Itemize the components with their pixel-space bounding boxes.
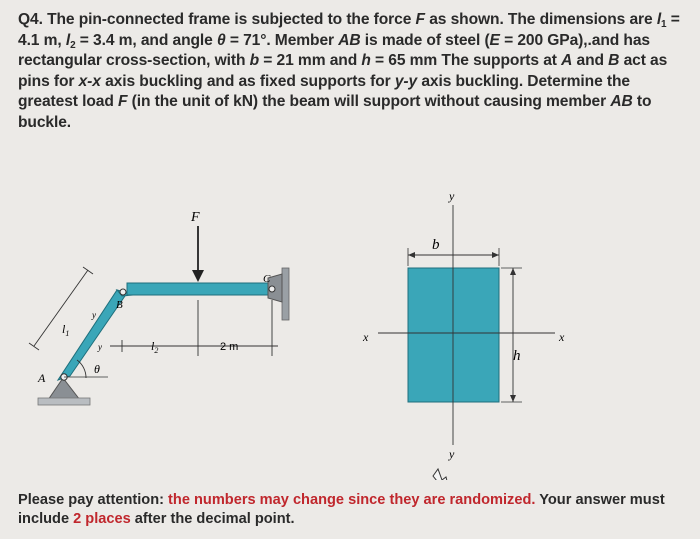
support-c-wall xyxy=(282,268,289,320)
x-axis-symbol: x-x xyxy=(78,72,101,90)
mouse-cursor-icon xyxy=(433,469,449,480)
label-section-y-bottom: y xyxy=(449,447,455,461)
l2-symbol: l xyxy=(65,31,71,49)
note-decimal-places: 2 places xyxy=(73,511,131,527)
force-arrowhead xyxy=(192,270,204,282)
cross-section-diagram xyxy=(362,189,565,461)
note-part: Your answer must include xyxy=(18,492,665,527)
dimension-b-arrow-right xyxy=(492,252,499,258)
label-local-y-low: y xyxy=(98,342,102,352)
dimension-tick-l1-bottom xyxy=(29,343,39,350)
note-part: after the decimal point. xyxy=(130,511,295,527)
support-b-symbol: B xyxy=(608,52,620,69)
force-symbol: F xyxy=(118,93,128,110)
question-part: = 3.4 m, and angle xyxy=(75,31,217,49)
theta-symbol: θ xyxy=(216,31,226,49)
label-local-y-top: y xyxy=(92,310,96,320)
support-a-base xyxy=(38,398,90,405)
member-bc-body xyxy=(127,283,269,295)
b-symbol: b xyxy=(249,52,260,69)
question-part: Q4. The pin-connected frame is subjected to the force xyxy=(18,11,416,28)
question-part: and xyxy=(572,52,609,69)
question-part: (in the unit of kN) the beam will support without causing member xyxy=(127,93,611,110)
label-section-x-right: x xyxy=(559,330,565,344)
l1-symbol: l xyxy=(656,11,662,28)
y-axis-symbol: y-y xyxy=(394,72,418,90)
label-theta: θ xyxy=(94,362,100,376)
figure-canvas xyxy=(0,170,700,480)
support-a-triangle xyxy=(48,378,80,400)
question-part: is made of steel ( xyxy=(360,31,490,49)
member-ab-symbol: AB xyxy=(610,93,633,110)
label-section-y-top: y xyxy=(449,189,455,203)
question-part: = 200 GPa),.and has rectangular cross-section, with xyxy=(18,31,650,69)
pin-b xyxy=(120,289,126,295)
problem-figure xyxy=(0,170,700,480)
frame-diagram xyxy=(29,210,289,405)
l1-subscript: 1 xyxy=(661,19,667,30)
label-a: A xyxy=(38,371,46,385)
pin-c xyxy=(269,286,275,292)
label-b: B xyxy=(116,299,123,311)
question-text xyxy=(18,10,694,133)
label-h: h xyxy=(513,348,521,364)
question-part: = 65 mm The supports at xyxy=(370,52,562,69)
question-part: = 21 mm and xyxy=(259,52,362,69)
section-rectangle xyxy=(408,268,499,402)
question-part: to buckle. xyxy=(18,93,652,131)
label-c: C xyxy=(263,273,271,285)
attention-note xyxy=(18,491,688,529)
note-warning: the numbers may change since they are randomized. xyxy=(168,492,536,508)
force-symbol: F xyxy=(415,11,425,28)
dimension-tick-l1-top xyxy=(83,267,93,274)
h-symbol: h xyxy=(361,52,371,69)
question-part: axis buckling. Determine the greatest load xyxy=(18,72,630,110)
dimension-h-arrow-top xyxy=(510,268,516,275)
question-part: as shown. The dimensions are xyxy=(424,11,657,28)
l2-subscript: 2 xyxy=(70,39,76,51)
dimension-line-l1 xyxy=(34,270,88,346)
support-a-symbol: A xyxy=(561,52,573,69)
note-lead: Please pay attention: xyxy=(18,492,169,508)
question-part: = 71°. Member xyxy=(225,31,339,49)
question-part: act as pins for xyxy=(18,52,668,90)
label-b: b xyxy=(432,237,440,253)
label-2m: 2 m xyxy=(220,341,239,353)
member-ab-symbol: AB xyxy=(338,31,361,49)
label-l2: $l_2$ xyxy=(151,339,159,355)
question-part: axis buckling and as fixed supports for xyxy=(100,72,395,90)
modulus-symbol: E xyxy=(489,31,500,49)
dimension-h-arrow-bottom xyxy=(510,395,516,402)
question-part: = 4.1 m, xyxy=(18,11,680,49)
label-l1: $l_1$ xyxy=(62,322,70,338)
label-section-x-left: x xyxy=(363,330,369,344)
dimension-b-arrow-left xyxy=(408,252,415,258)
label-f: F xyxy=(191,210,200,225)
